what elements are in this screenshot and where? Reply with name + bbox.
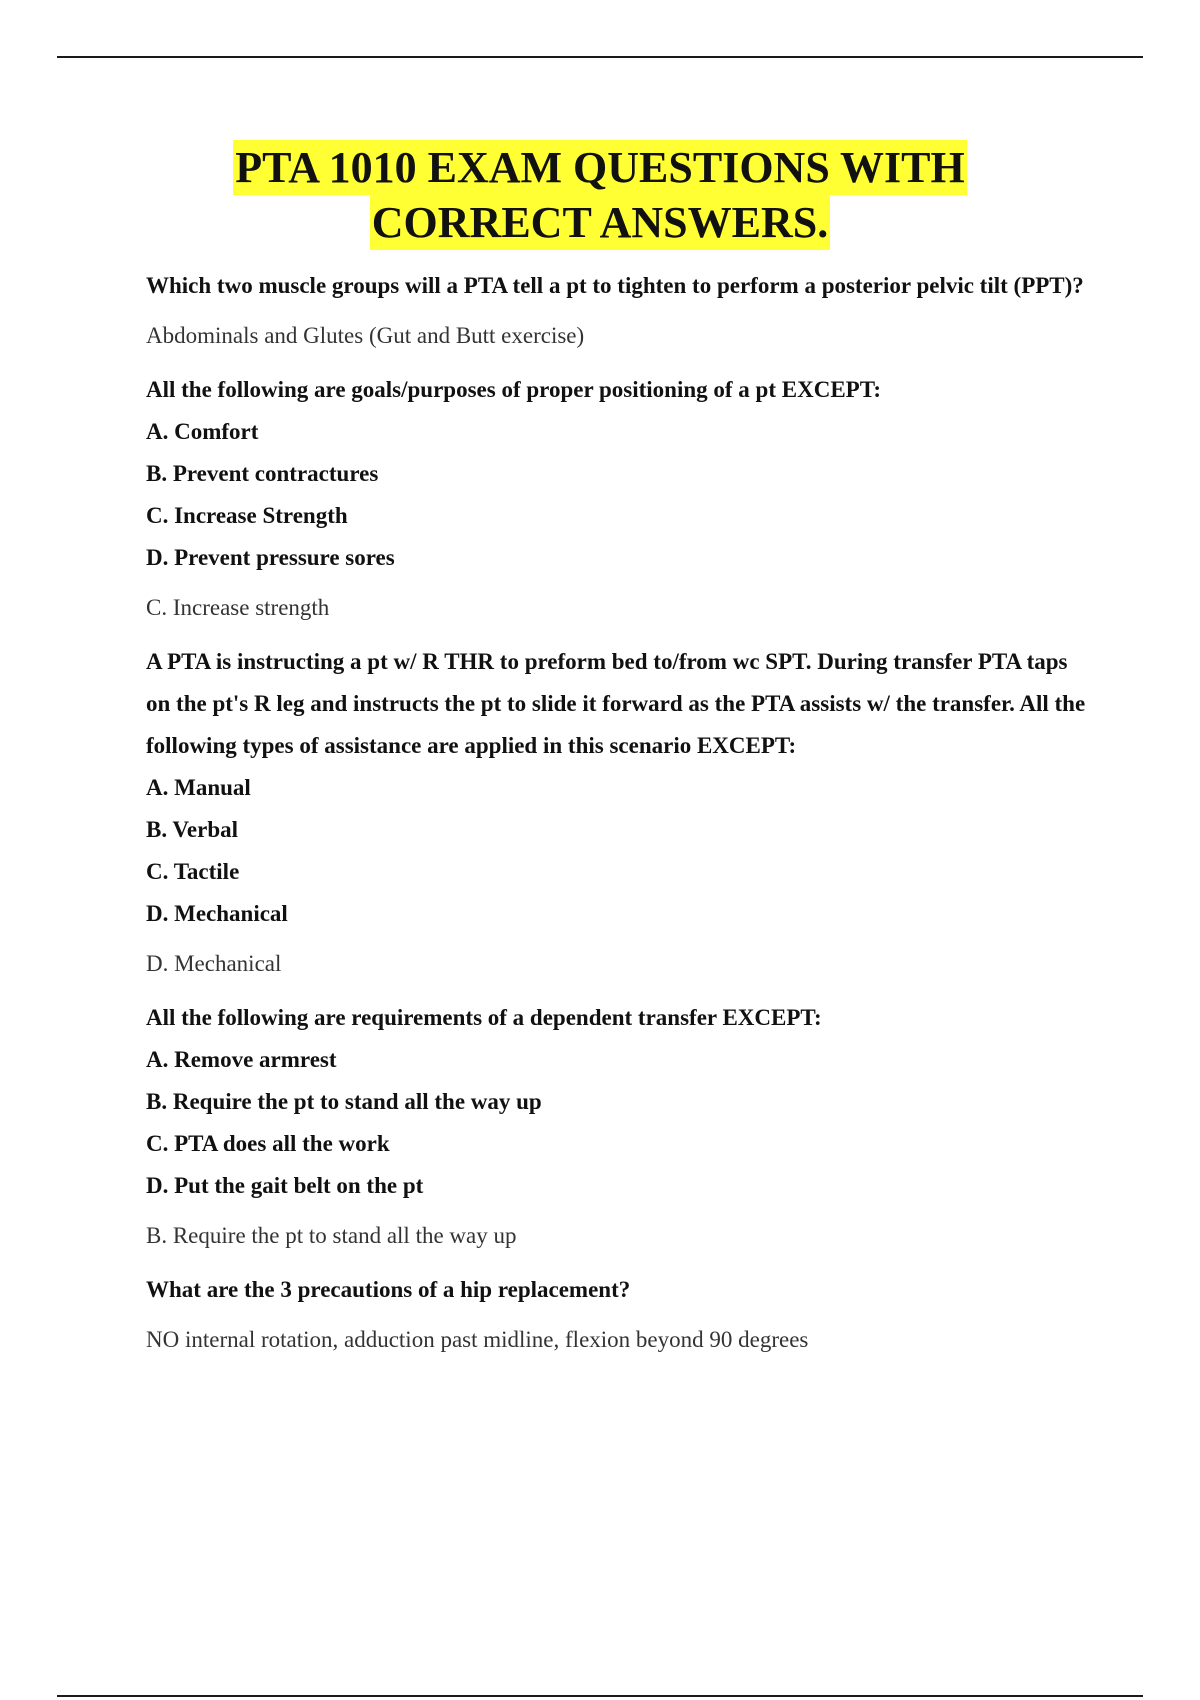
option-a: A. Remove armrest: [146, 1047, 337, 1072]
question-block-2: [146, 369, 1086, 629]
question-block-5: [146, 1269, 1086, 1361]
title-line-1: PTA 1010 EXAM QUESTIONS WITH: [233, 140, 966, 195]
document-title: [0, 140, 1200, 250]
option-c: C. Tactile: [146, 859, 240, 884]
title-line-2: CORRECT ANSWERS.: [370, 195, 830, 250]
question-text: A PTA is instructing a pt w/ R THR to preform bed to/from wc SPT. During transfer PTA taps on the pt's R leg and instructs the pt to slide it forward as the PTA assists w/ the transfer. All the following types of assistance are applied in this scenario EXCEPT:: [146, 649, 1086, 758]
option-c: C. PTA does all the work: [146, 1131, 390, 1156]
option-b: B. Verbal: [146, 817, 239, 842]
option-a: A. Comfort: [146, 419, 259, 444]
question-block-1: [146, 265, 1086, 357]
question-text: Which two muscle groups will a PTA tell a pt to tighten to perform a posterior pelvic tilt (PPT)?: [146, 273, 1084, 298]
answer-text: D. Mechanical: [146, 951, 282, 976]
question-text: What are the 3 precautions of a hip replacement?: [146, 1277, 631, 1302]
question-text: All the following are goals/purposes of proper positioning of a pt EXCEPT:: [146, 377, 882, 402]
answer-text: B. Require the pt to stand all the way up: [146, 1223, 517, 1248]
question-block-4: [146, 997, 1086, 1257]
question-block-3: [146, 641, 1086, 985]
answer-text: Abdominals and Glutes (Gut and Butt exercise): [146, 323, 585, 348]
answer-text: C. Increase strength: [146, 595, 330, 620]
option-d: D. Put the gait belt on the pt: [146, 1173, 424, 1198]
answer-text: NO internal rotation, adduction past midline, flexion beyond 90 degrees: [146, 1327, 809, 1352]
document-body: [146, 265, 1086, 1373]
option-b: B. Prevent contractures: [146, 461, 379, 486]
option-c: C. Increase Strength: [146, 503, 348, 528]
option-d: D. Mechanical: [146, 901, 288, 926]
bottom-rule: [57, 1695, 1143, 1697]
option-b: B. Require the pt to stand all the way up: [146, 1089, 542, 1114]
top-rule: [57, 56, 1143, 58]
option-d: D. Prevent pressure sores: [146, 545, 395, 570]
option-a: A. Manual: [146, 775, 251, 800]
question-text: All the following are requirements of a dependent transfer EXCEPT:: [146, 1005, 822, 1030]
